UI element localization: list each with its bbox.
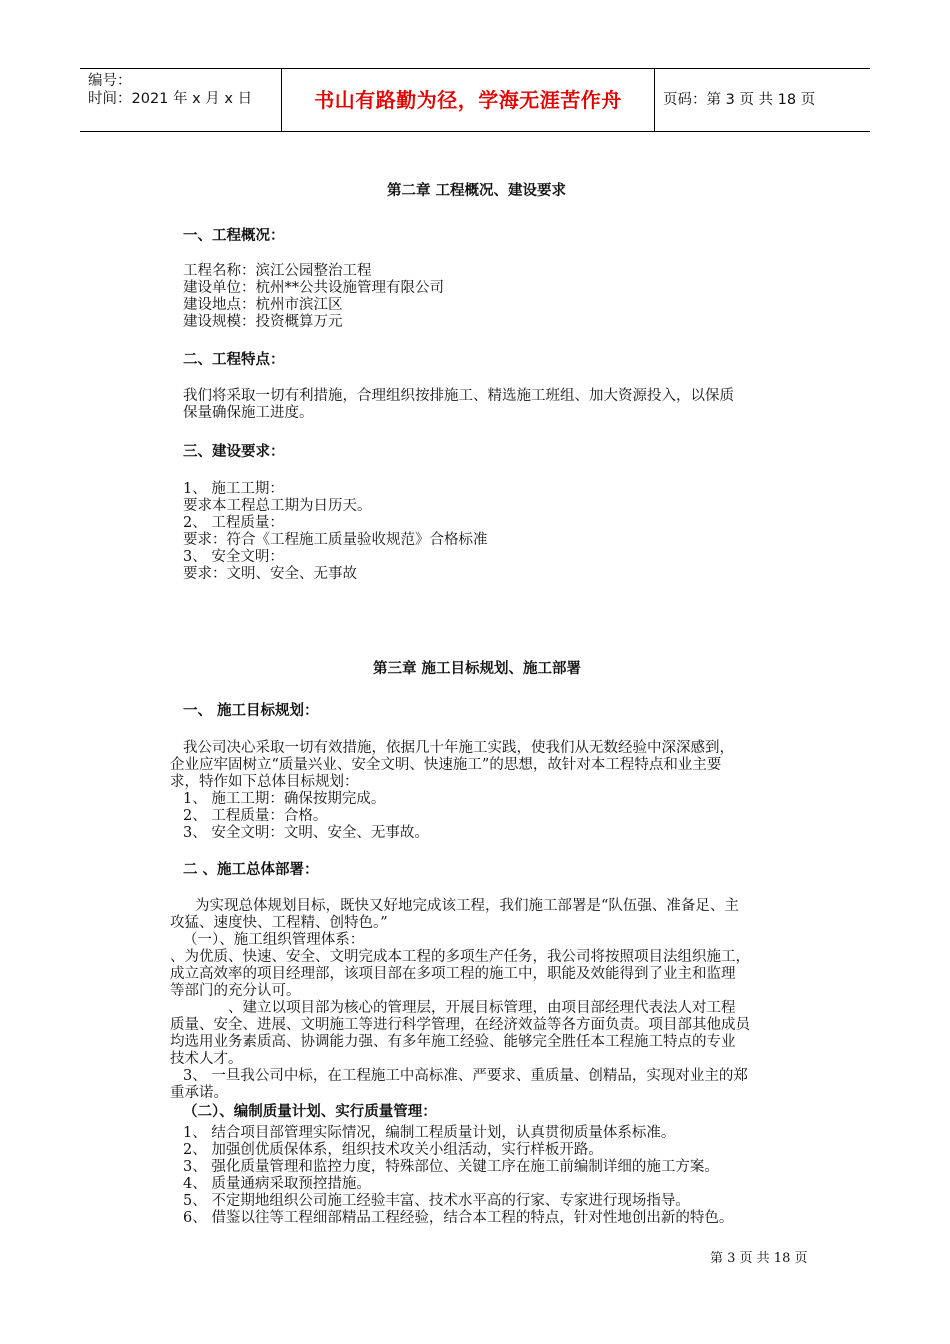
deployment-line: 质量、安全、进展、文明施工等进行科学管理，在经济效益等各方面负责。项目部其他成员	[170, 1017, 750, 1033]
chapter-3-title: 第三章 施工目标规划、施工部署	[373, 661, 582, 677]
overview-line: 建设单位：杭州**公共设施管理有限公司	[183, 280, 444, 296]
deployment-line: 、为优质、快速、安全、文明完成本工程的多项生产任务，我公司将按照项目法组织施工，	[170, 949, 750, 965]
quality-line: 3、 强化质量管理和监控力度，特殊部位、关键工序在施工前编制详细的施工方案。	[183, 1159, 719, 1175]
goal-line: 1、 施工工期：确保按期完成。	[183, 791, 386, 807]
header-time: 时间：2021 年 x 月 x 日	[88, 91, 253, 107]
section-requirements-title: 三、建设要求：	[183, 444, 285, 460]
page-footer: 第 3 页 共 18 页	[710, 1251, 808, 1266]
requirement-line: 要求：符合《工程施工质量验收规范》合格标准	[183, 532, 488, 548]
overview-line: 建设规模：投资概算万元	[183, 314, 343, 330]
quality-line: 1、 结合项目部管理实际情况，编制工程质量计划，认真贯彻质量体系标准。	[183, 1125, 676, 1141]
overview-line: 工程名称：滨江公园整治工程	[183, 263, 372, 279]
quality-line: 6、 借鉴以往等工程细部精品工程经验，结合本工程的特点，针对性地创出新的特色。	[183, 1210, 734, 1226]
goal-line: 企业应牢固树立“质量兴业、安全文明、快速施工”的思想，故针对本工程特点和业主要	[170, 757, 722, 773]
header-motto: 书山有路勤为径，学海无涯苦作舟	[282, 69, 655, 131]
section-deployment-title: 二 、施工总体部署：	[183, 862, 319, 878]
requirement-line: 3、 安全文明：	[183, 549, 284, 565]
header-page-number: 页码：第 3 页 共 18 页	[663, 92, 816, 108]
deployment-line: （一）、施工组织管理体系：	[183, 932, 365, 948]
requirement-line: 要求：文明、安全、无事故	[183, 566, 357, 582]
goal-line: 我公司决心采取一切有效措施，依据几十年施工实践，使我们从无数经验中深深感到，	[183, 740, 734, 756]
section-overview-title: 一、工程概况：	[183, 228, 285, 244]
overview-line: 建设地点：杭州市滨江区	[183, 297, 343, 313]
section-quality-title: （二）、编制质量计划、实行质量管理：	[183, 1104, 437, 1120]
requirement-line: 1、 施工工期：	[183, 481, 284, 497]
features-line: 我们将采取一切有利措施，合理组织按排施工、精选施工班组、加大资源投入，以保质	[183, 388, 734, 404]
header-info-cell	[80, 69, 282, 131]
page-header	[80, 68, 870, 132]
deployment-line: 、建立以项目部为核心的管理层，开展目标管理，由项目部经理代表法人对工程	[228, 1000, 736, 1016]
quality-line: 4、 质量通病采取预控措施。	[183, 1176, 371, 1192]
deployment-line: 攻猛、速度快、工程精、创特色。”	[170, 915, 388, 931]
deployment-line: 技术人才。	[170, 1051, 243, 1067]
quality-line: 2、 加强创优质保体系，组织技术攻关小组活动，实行样板开路。	[183, 1142, 603, 1158]
requirement-line: 要求本工程总工期为日历天。	[183, 498, 372, 514]
goal-line: 求，特作如下总体目标规划：	[170, 774, 359, 790]
deployment-line: 成立高效率的项目经理部，该项目部在多项工程的施工中，职能及效能得到了业主和监理	[170, 966, 736, 982]
deployment-line: 等部门的充分认可。	[170, 983, 301, 999]
chapter-2-title: 第二章 工程概况、建设要求	[387, 183, 567, 199]
features-line: 保量确保施工进度。	[183, 405, 314, 421]
requirement-line: 2、 工程质量：	[183, 515, 284, 531]
deployment-line: 为实现总体规划目标，既快又好地完成该工程，我们施工部署是“队伍强、准备足、主	[195, 898, 739, 914]
section-goal-title: 一、 施工目标规划：	[183, 703, 319, 719]
section-features-title: 二、工程特点：	[183, 352, 285, 368]
deployment-line: 3、 一旦我公司中标，在工程施工中高标准、严要求、重质量、创精品，实现对业主的郑	[183, 1068, 748, 1084]
goal-line: 3、 安全文明：文明、安全、无事故。	[183, 825, 429, 841]
quality-line: 5、 不定期地组织公司施工经验丰富、技术水平高的行家、专家进行现场指导。	[183, 1193, 690, 1209]
deployment-line: 均选用业务素质高、协调能力强、有多年施工经验、能够完全胜任本工程施工特点的专业	[170, 1034, 736, 1050]
goal-line: 2、 工程质量：合格。	[183, 808, 328, 824]
deployment-line: 重承诺。	[170, 1085, 228, 1101]
header-number: 编号：	[88, 73, 132, 89]
